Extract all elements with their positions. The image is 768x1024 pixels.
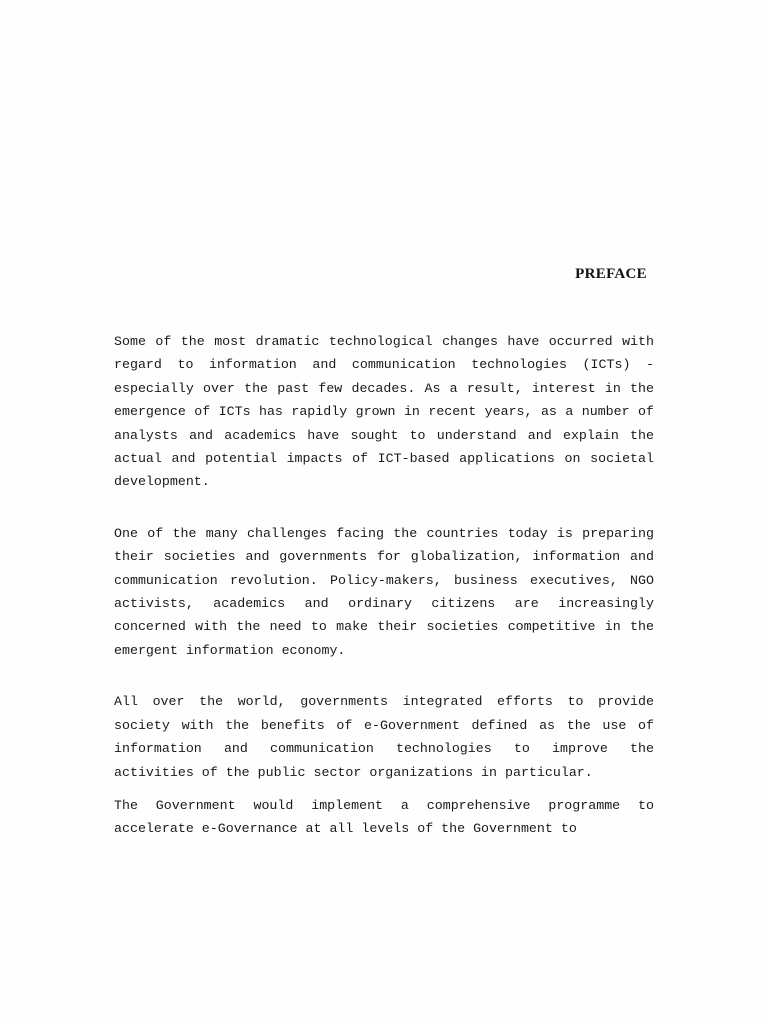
paragraph-4: The Government would implement a comprehensive programme to accelerate e-Governance at all levels of the Government to xyxy=(114,797,654,837)
paragraph-1: Some of the most dramatic technological changes have occurred with regard to information and communication technologies (ICTs) - especially over the past few decades. As a result, interest in the emergence of ICTs has rapidly grown in recent years, as a number of analysts and academics have sought to understand and explain the actual and potential impacts of ICT-based applications on societal development. xyxy=(114,334,654,490)
paragraph-3: All over the world, governments integrated efforts to provide society with the benefits of e-Government defined as the use of information and communication technologies to improve the activities of the public sector organizations in particular. xyxy=(114,694,654,780)
document-body xyxy=(114,330,654,841)
paragraph-2: One of the many challenges facing the countries today is preparing their societies and governments for globalization, information and communication revolution. Policy-makers, business executives, NGO activists, academics and ordinary citizens are increasingly concerned with the need to make their societies competitive in the emergent information economy. xyxy=(114,525,654,658)
page-heading: PREFACE xyxy=(575,266,647,282)
